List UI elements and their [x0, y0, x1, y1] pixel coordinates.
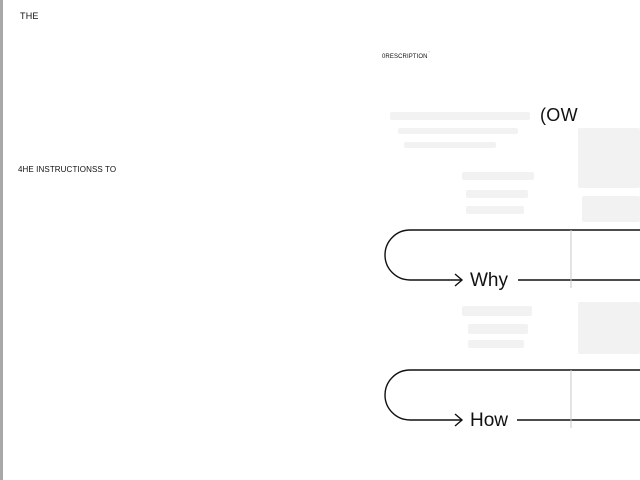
description-mark: ʼ — [428, 51, 430, 57]
loop-outline — [385, 370, 640, 420]
loop-label: How — [470, 410, 509, 431]
description-text: 0RESCRIPTION — [382, 54, 428, 60]
instructions-label: 4HE INSTRUCTIONSS TO — [18, 165, 117, 174]
loop-label: Why — [470, 270, 508, 291]
page-heading: THE — [20, 11, 39, 21]
side-title: (OW — [540, 105, 578, 125]
loop-row-how — [385, 370, 640, 431]
loop-outline — [385, 230, 640, 280]
loop-row-why — [385, 230, 640, 291]
